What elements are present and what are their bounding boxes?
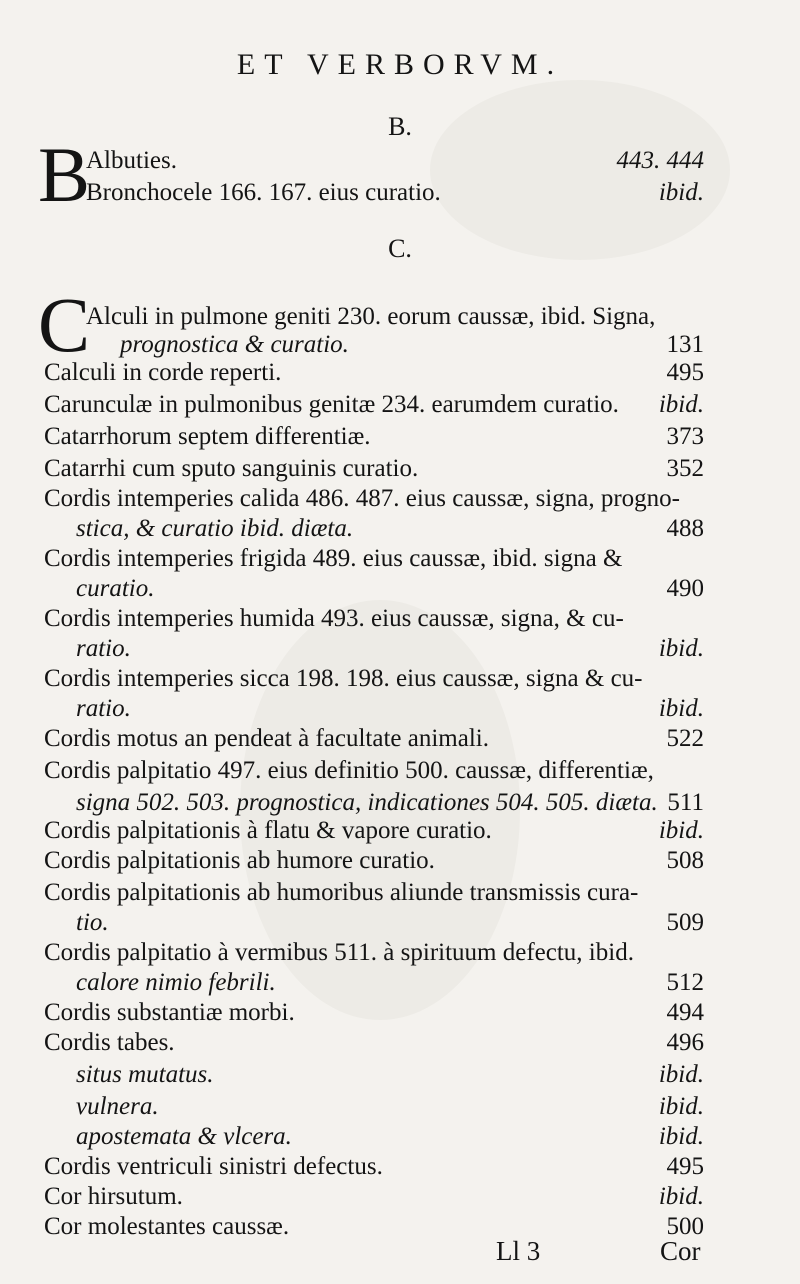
entry-text: Cordis palpitationis à flatu & vapore curatio.	[44, 817, 492, 844]
entry-text: apostemata & vlcera.	[76, 1123, 292, 1150]
index-entry	[44, 1210, 704, 1244]
entry-page: 131	[666, 331, 704, 358]
index-entry	[44, 356, 704, 390]
entry-text: Bronchocele 166. 167. eius curatio.	[86, 179, 441, 206]
entry-text: calore nimio febrili.	[76, 969, 276, 996]
entry-text: Cordis palpitationis ab humore curatio.	[44, 847, 435, 874]
entry-page: ibid.	[658, 391, 704, 418]
entry-text: ratio.	[76, 695, 131, 722]
entry-text: tio.	[76, 909, 109, 936]
entry-text: Carunculæ in pulmonibus genitæ 234. earumdem curatio.	[44, 391, 619, 418]
index-entry	[44, 814, 704, 848]
entry-text: Cordis intemperies calida 486. 487. eius caussæ, signa, progno-	[44, 485, 680, 512]
index-entry	[76, 1058, 704, 1092]
entry-page: 443. 444	[616, 147, 704, 174]
entry-page: ibid.	[658, 1123, 704, 1150]
entry-page: 500	[666, 1213, 704, 1240]
index-entry	[44, 602, 704, 636]
entry-text: Cordis ventriculi sinistri defectus.	[44, 1153, 383, 1180]
entry-text: Cordis palpitatio à vermibus 511. à spirituum defectu, ibid.	[44, 939, 634, 966]
entry-text: Cordis palpitatio 497. eius definitio 500. caussæ, differentiæ,	[44, 757, 654, 784]
index-entry	[44, 996, 704, 1030]
entry-text: Alculi in pulmone geniti 230. eorum caussæ, ibid. Signa,	[86, 303, 656, 330]
entry-text: Catarrhi cum sputo sanguinis curatio.	[44, 455, 419, 482]
entry-page: ibid.	[658, 817, 704, 844]
entry-page: 512	[666, 969, 704, 996]
index-entry	[44, 452, 704, 486]
entry-text: Cordis substantiæ morbi.	[44, 999, 295, 1026]
signature-mark: Ll 3	[496, 1236, 541, 1266]
index-entry	[76, 906, 704, 940]
index-entry	[44, 1180, 704, 1214]
index-entry	[44, 1026, 704, 1060]
section-heading-c: C.	[388, 234, 412, 263]
entry-page: 352	[666, 455, 704, 482]
index-entry	[76, 512, 704, 546]
entry-text: stica, & curatio ibid. diæta.	[76, 515, 354, 542]
entry-page: ibid.	[658, 1183, 704, 1210]
entry-text: Catarrhorum septem differentiæ.	[44, 423, 371, 450]
entry-text: Cordis motus an pendeat à facultate animali.	[44, 725, 489, 752]
entry-page: ibid.	[658, 1093, 704, 1120]
entry-page: 496	[666, 1029, 704, 1056]
entry-page: 490	[666, 575, 704, 602]
index-entry	[44, 754, 704, 788]
index-entry	[44, 482, 704, 516]
entry-text: signa 502. 503. prognostica, indicationes 504. 505. diæta.	[76, 789, 658, 816]
section-heading-b: B.	[388, 112, 412, 141]
entry-page: 495	[666, 1153, 704, 1180]
entry-page: ibid.	[658, 1061, 704, 1088]
entry-page: 494	[666, 999, 704, 1026]
index-entry	[44, 876, 704, 910]
entry-text: Cordis tabes.	[44, 1029, 175, 1056]
entry-text: Cor hirsutum.	[44, 1183, 183, 1210]
entry-page: 509	[666, 909, 704, 936]
index-entry	[86, 144, 704, 178]
index-entry	[44, 388, 704, 422]
entry-page: 508	[666, 847, 704, 874]
catchword: Cor	[660, 1236, 701, 1266]
index-entry	[76, 966, 704, 1000]
entry-text: Calculi in corde reperti.	[44, 359, 282, 386]
index-entry	[86, 176, 704, 210]
entry-page: 488	[666, 515, 704, 542]
entry-text: Cordis palpitationis ab humoribus aliunde transmissis cura-	[44, 879, 639, 906]
index-entry	[44, 1150, 704, 1184]
index-entry	[76, 632, 704, 666]
index-entry	[44, 662, 704, 696]
running-header: ET VERBORVM.	[236, 48, 564, 81]
entry-text: prognostica & curatio.	[120, 331, 349, 358]
entry-text: Cordis intemperies sicca 198. 198. eius caussæ, signa & cu-	[44, 665, 643, 692]
entry-page: 373	[666, 423, 704, 450]
entry-text: situs mutatus.	[76, 1061, 214, 1088]
index-entry	[44, 936, 704, 970]
entry-text: vulnera.	[76, 1093, 159, 1120]
index-entry	[44, 844, 704, 878]
index-entry	[76, 1120, 704, 1154]
index-entry	[44, 542, 704, 576]
entry-text: Cordis intemperies frigida 489. eius caussæ, ibid. signa &	[44, 545, 623, 572]
entry-page: 511	[667, 789, 704, 816]
drop-cap-b: B	[38, 131, 91, 218]
entry-text: Cordis intemperies humida 493. eius caussæ, signa, & cu-	[44, 605, 624, 632]
drop-cap-c: C	[38, 281, 91, 368]
entry-text: Cor molestantes caussæ.	[44, 1213, 290, 1240]
index-entry	[76, 692, 704, 726]
index-entry	[76, 1090, 704, 1124]
entry-page: ibid.	[658, 179, 704, 206]
entry-page: 495	[666, 359, 704, 386]
entry-text: Albuties.	[86, 147, 177, 174]
index-entry	[44, 722, 704, 756]
index-entry	[44, 420, 704, 454]
index-entry	[76, 572, 704, 606]
entry-page: 522	[666, 725, 704, 752]
entry-text: curatio.	[76, 575, 155, 602]
entry-text: ratio.	[76, 635, 131, 662]
entry-page: ibid.	[658, 695, 704, 722]
entry-page: ibid.	[658, 635, 704, 662]
